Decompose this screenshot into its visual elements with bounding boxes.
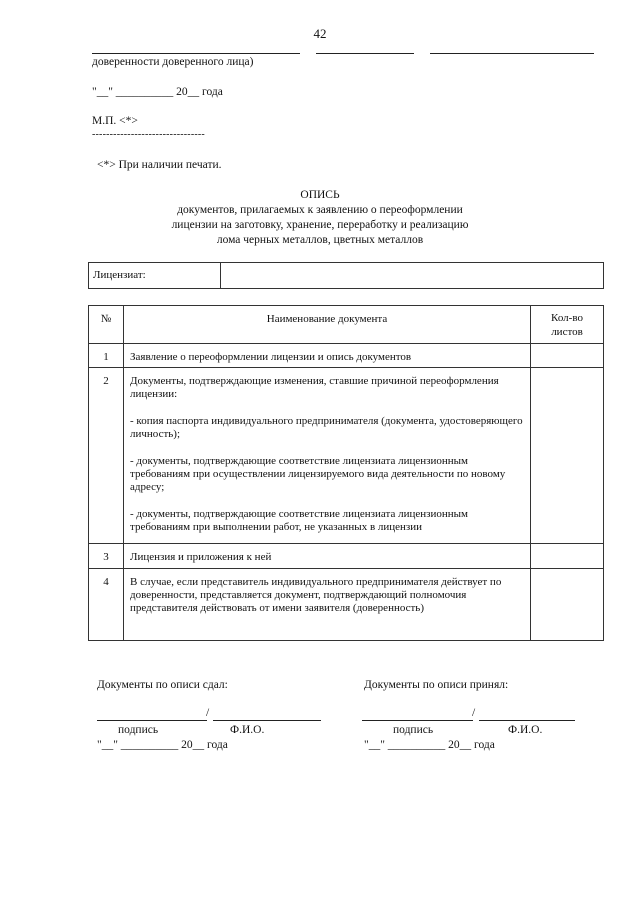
signature-line-2	[316, 53, 414, 54]
row-document-text: Заявление о переоформлении лицензии и опись документов	[130, 351, 412, 363]
signature-line-3	[430, 53, 594, 54]
accepted-name-line	[479, 720, 575, 721]
documents-table	[88, 305, 604, 641]
row-sheet-count[interactable]	[531, 344, 604, 368]
table-row	[89, 544, 604, 569]
page-number: 42	[313, 26, 327, 41]
accepted-name-label: Ф.И.О.	[508, 724, 543, 736]
handed-over-title: Документы по описи сдал:	[97, 679, 228, 691]
header-sheet-count: Кол-во листов	[531, 306, 604, 344]
date-line: "__" __________ 20__ года	[92, 86, 223, 98]
accepted-date: "__" __________ 20__ года	[364, 739, 495, 751]
handed-over-slash: /	[206, 707, 210, 719]
licensee-label: Лицензиат:	[89, 263, 221, 289]
table-row	[89, 344, 604, 368]
licensee-value[interactable]	[221, 263, 604, 289]
row-document	[124, 544, 531, 569]
handed-over-name-line	[213, 720, 321, 721]
accepted-signature-label: подпись	[393, 724, 434, 736]
seal-placeholder: М.П. <*>	[92, 115, 138, 127]
row-document-text: - копия паспорта индивидуального предпринимателя (документа, удостоверяющего личность);	[130, 415, 523, 440]
table-row	[89, 368, 604, 544]
signature-line-1	[92, 53, 300, 54]
row-document	[124, 569, 531, 641]
row-number: 2	[89, 368, 124, 544]
accepted-title: Документы по описи принял:	[364, 679, 509, 691]
row-document-text: Лицензия и приложения к ней	[130, 551, 272, 563]
document-title	[0, 188, 640, 248]
row-document-text: - документы, подтверждающие соответствие лицензиата лицензионным требованиям при осуществлении лицензируемого вида деятельности по новому адресу;	[130, 455, 506, 493]
row-number: 3	[89, 544, 124, 569]
proxy-caption: доверенности доверенного лица)	[92, 56, 254, 68]
row-number: 1	[89, 344, 124, 368]
handed-over-signature-line	[97, 720, 207, 721]
header-document-name: Наименование документа	[124, 306, 531, 344]
dash-divider: --------------------------------	[92, 129, 205, 140]
accepted-signature-line	[362, 720, 473, 721]
table-row	[89, 569, 604, 641]
title-line-3: лома черных металлов, цветных металлов	[216, 234, 424, 246]
row-document-text: - документы, подтверждающие соответствие лицензиата лицензионным требованиям при выполнении работ, не указанных в лицензии	[130, 508, 468, 533]
table-header-row	[89, 306, 604, 344]
row-document-text: В случае, если представитель индивидуального предпринимателя действует по доверенности, представляется документ, подтверждающий полномочия представителя действовать от имени заявителя (доверенность)	[130, 576, 502, 614]
title-line-1: документов, прилагаемых к заявлению о переоформлении	[177, 204, 463, 216]
title-heading: ОПИСЬ	[300, 189, 340, 201]
licensee-table	[88, 262, 604, 289]
title-line-2: лицензии на заготовку, хранение, переработку и реализацию	[171, 219, 469, 231]
row-sheet-count[interactable]	[531, 569, 604, 641]
handed-over-date: "__" __________ 20__ года	[97, 739, 228, 751]
row-document	[124, 344, 531, 368]
row-number: 4	[89, 569, 124, 641]
row-document	[124, 368, 531, 544]
accepted-slash: /	[472, 707, 476, 719]
row-document-text: Документы, подтверждающие изменения, ставшие причиной переоформления лицензии:	[130, 375, 499, 400]
header-number: №	[89, 306, 124, 344]
row-sheet-count[interactable]	[531, 544, 604, 569]
handed-over-name-label: Ф.И.О.	[230, 724, 265, 736]
footnote: <*> При наличии печати.	[97, 159, 222, 171]
handed-over-signature-label: подпись	[118, 724, 159, 736]
row-sheet-count[interactable]	[531, 368, 604, 544]
